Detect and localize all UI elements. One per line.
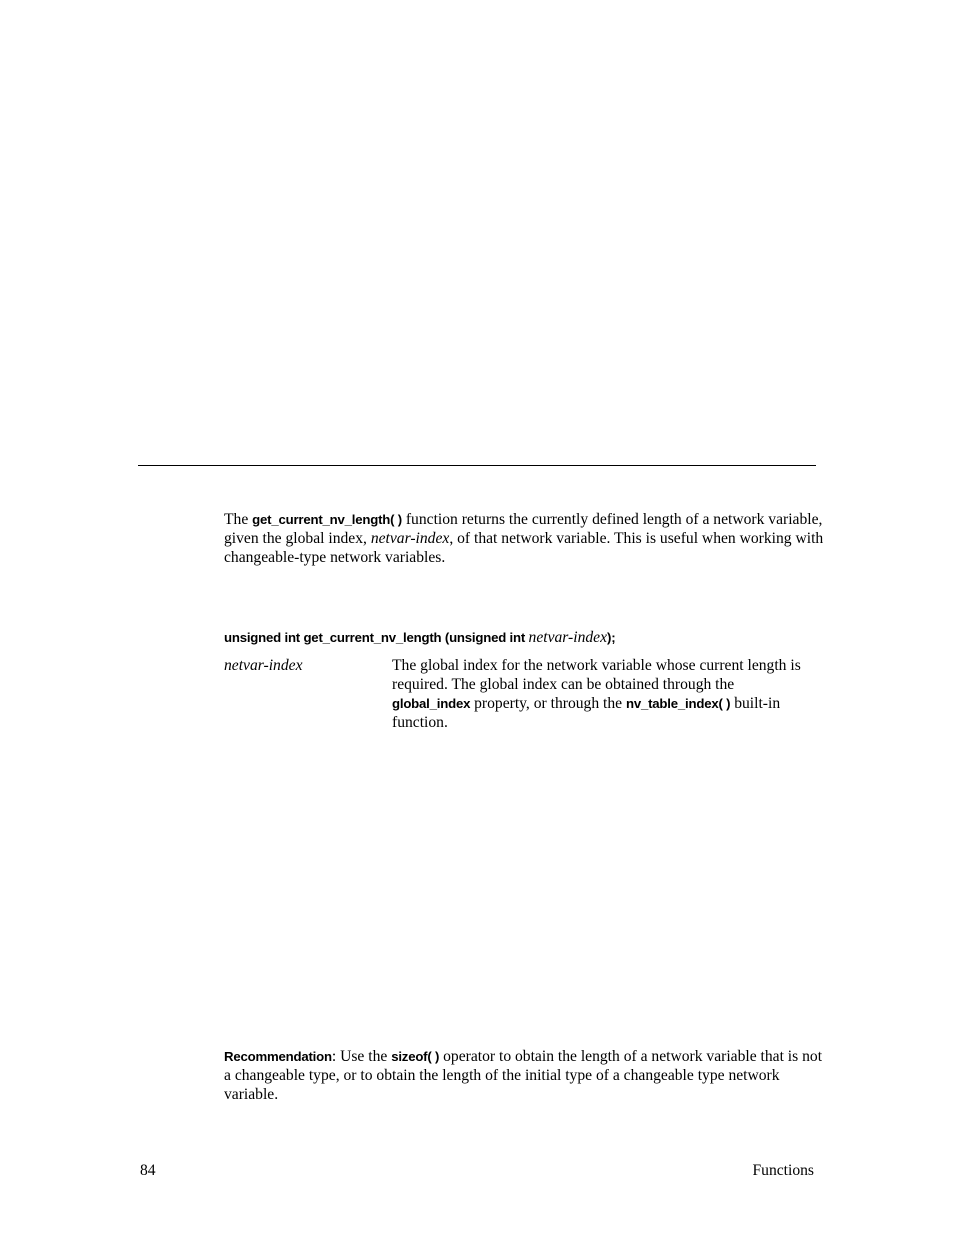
intro-paragraph [224, 510, 824, 567]
section-divider [138, 465, 816, 466]
intro-argument: netvar-index [370, 530, 450, 547]
syntax-suffix: ); [607, 630, 616, 645]
recommendation-label: Recommendation [224, 1049, 332, 1064]
recommendation-text-1: : Use the [331, 1048, 392, 1065]
intro-text-3: , of that network variable. This is useful when working with changeable-type network variables. [224, 530, 824, 566]
parameter-text-1: The global index for the network variable whose current length is required. The global index can be obtained through the [392, 657, 801, 693]
footer-section: Functions [752, 1162, 814, 1179]
nv-table-index-function: nv_table_index( ) [625, 696, 731, 711]
parameter-description [392, 656, 812, 732]
syntax-prefix: unsigned int get_current_nv_length (unsigned int [224, 630, 529, 645]
global-index-property: global_index [392, 696, 471, 711]
intro-text-1: The [224, 511, 253, 528]
page-number: 84 [140, 1162, 156, 1179]
parameter-text-2: property, or through the [470, 695, 626, 712]
syntax-line [224, 628, 824, 647]
recommendation-paragraph [224, 1047, 824, 1104]
intro-text-2: function returns the currently defined length of a network variable, given the global index, [224, 511, 823, 547]
recommendation-text-2: operator to obtain the length of a network variable that is not a changeable type, or to obtain the length of the initial type of a changeable type network variable. [224, 1048, 823, 1103]
parameter-name: netvar-index [224, 657, 303, 674]
sizeof-operator: sizeof( ) [391, 1049, 440, 1064]
function-name: get_current_nv_length( ) [252, 512, 402, 527]
parameter-text-3: built-in function. [392, 695, 781, 731]
syntax-argument: netvar-index [528, 629, 608, 646]
